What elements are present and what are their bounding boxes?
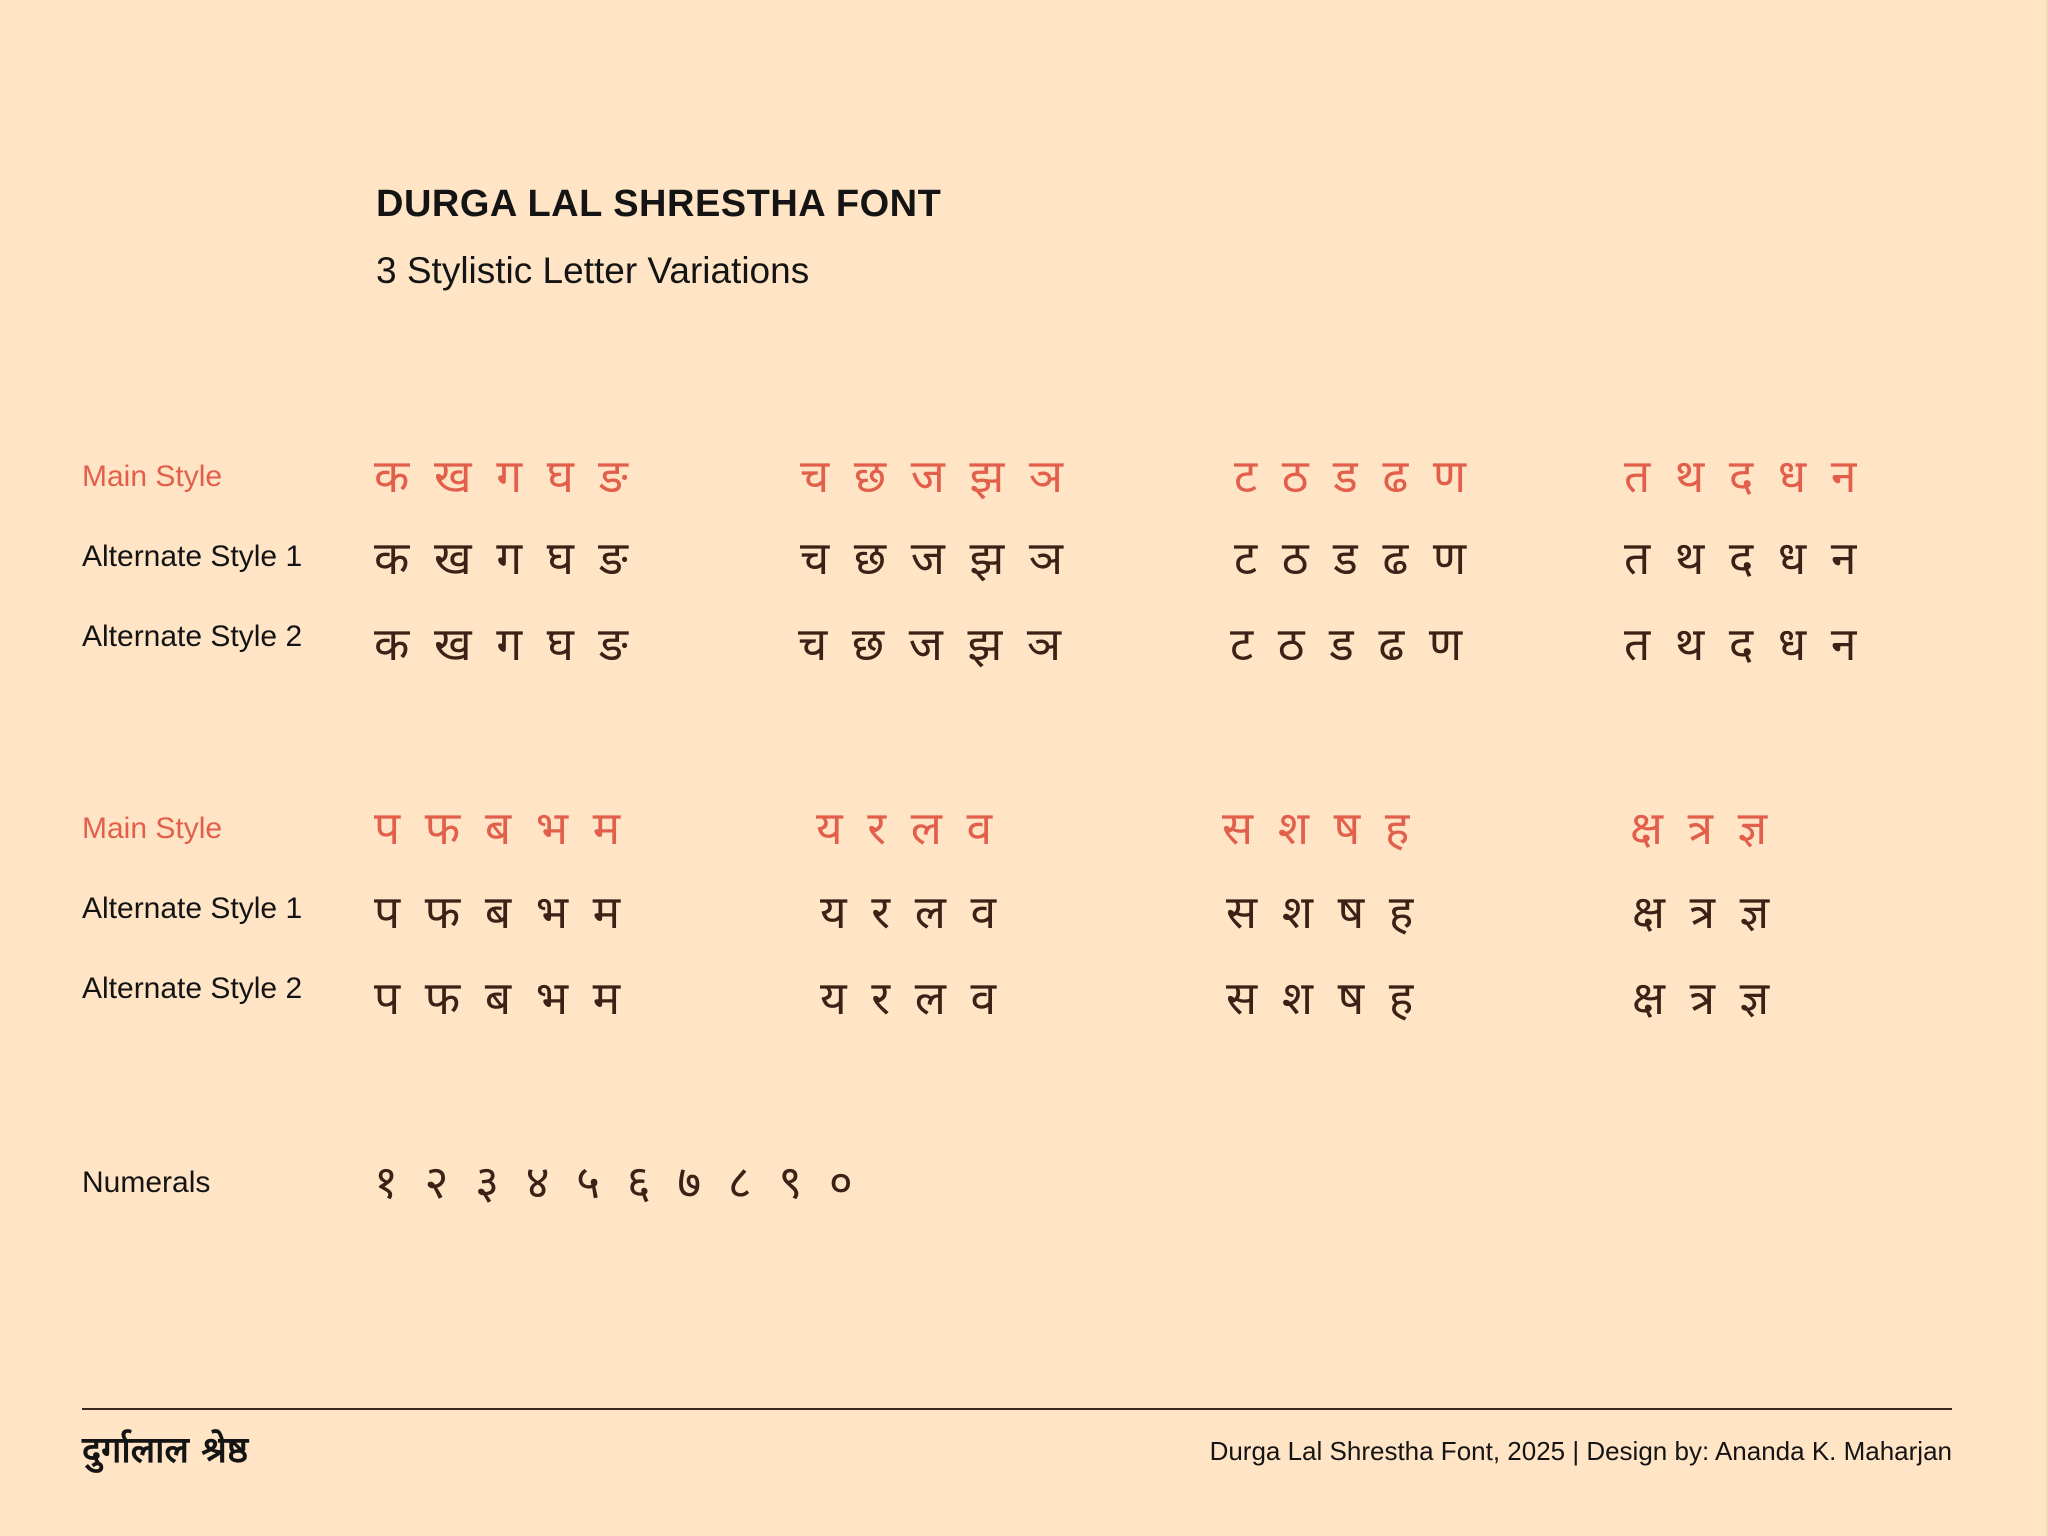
glyph-group-pa: प फ ब भ म	[374, 801, 621, 855]
glyph-group-pa: प फ ब भ म	[374, 885, 621, 939]
consonants-main-style-row	[0, 446, 2048, 516]
glyph-group-conjuncts: क्ष त्र ज्ञ	[1630, 801, 1768, 855]
glyph-group-cha: च छ ज झ ञ	[800, 531, 1063, 585]
glyph-group-sa: स श ष ह	[1226, 885, 1414, 939]
glyph-group-conjuncts: क्ष त्र ज्ञ	[1632, 971, 1770, 1025]
glyph-group-cha: च छ ज झ ञ	[798, 617, 1061, 671]
glyph-group-ka: क ख ग घ ङ	[374, 449, 628, 503]
glyph-group-ta-retroflex: ट ठ ड ढ ण	[1230, 617, 1463, 671]
glyph-group-ka: क ख ग घ ङ	[374, 617, 628, 671]
glyph-group-pa: प फ ब भ म	[374, 971, 621, 1025]
consonants-alternate-style-2-row	[0, 614, 2048, 684]
numerals-glyphs: १ २ ३ ४ ५ ६ ७ ८ ९ ०	[374, 1155, 853, 1209]
row-label: Alternate Style 1	[82, 540, 303, 573]
page-subtitle: 3 Stylistic Letter Variations	[376, 250, 810, 291]
semivowels-alternate-style-2-row	[0, 968, 2048, 1038]
glyph-group-cha: च छ ज झ ञ	[800, 449, 1063, 503]
numerals-label: Numerals	[82, 1166, 211, 1199]
semivowels-alternate-style-1-row	[0, 882, 2048, 952]
glyph-group-ka: क ख ग घ ङ	[374, 531, 628, 585]
page-title: DURGA LAL SHRESTHA FONT	[376, 183, 942, 225]
row-label: Alternate Style 2	[82, 620, 303, 653]
row-label: Main Style	[82, 812, 223, 845]
footer-credit: Durga Lal Shrestha Font, 2025 | Design by: Ananda K. Maharjan	[1209, 1436, 1952, 1466]
glyph-group-conjuncts: क्ष त्र ज्ञ	[1632, 885, 1770, 939]
glyph-group-ya: य र ल व	[820, 885, 997, 939]
glyph-group-ta: त थ द ध न	[1624, 449, 1857, 503]
footer-logo-text: दुर्गालाल श्रेष्ठ	[82, 1430, 249, 1471]
glyph-group-sa: स श ष ह	[1222, 801, 1410, 855]
glyph-group-ta-retroflex: ट ठ ड ढ ण	[1234, 449, 1467, 503]
glyph-group-sa: स श ष ह	[1226, 971, 1414, 1025]
row-label: Main Style	[82, 460, 223, 493]
consonants-alternate-style-1-row	[0, 528, 2048, 598]
semivowels-main-style-row	[0, 798, 2048, 868]
row-label: Alternate Style 2	[82, 972, 303, 1005]
row-label: Alternate Style 1	[82, 892, 303, 925]
glyph-group-ta-retroflex: ट ठ ड ढ ण	[1234, 531, 1467, 585]
footer-divider	[82, 1408, 1952, 1410]
glyph-group-ya: य र ल व	[816, 801, 993, 855]
glyph-group-ta: त थ द ध न	[1624, 617, 1857, 671]
glyph-group-ya: य र ल व	[820, 971, 997, 1025]
glyph-group-ta: त थ द ध न	[1624, 531, 1857, 585]
